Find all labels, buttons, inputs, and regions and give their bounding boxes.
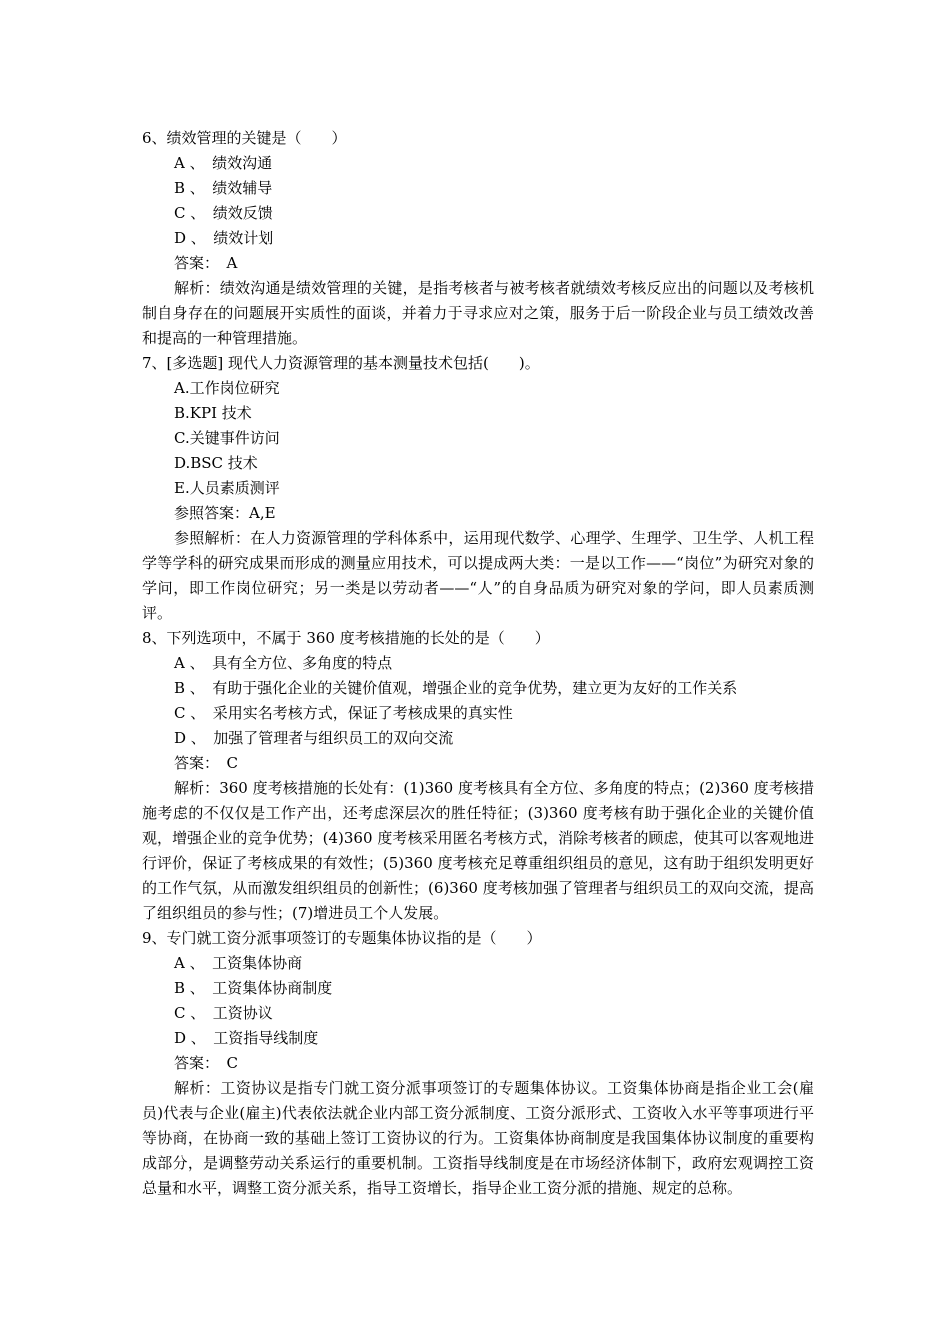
answer: 参照答案：A,E bbox=[174, 504, 276, 522]
option-a: A 、 绩效沟通 bbox=[174, 154, 273, 172]
option-a: A.工作岗位研究 bbox=[174, 379, 280, 397]
question-stem: 7、[多选题] 现代人力资源管理的基本测量技术包括( )。 bbox=[142, 354, 540, 372]
option-c: C 、 绩效反馈 bbox=[174, 204, 273, 222]
option-c: C.关键事件访问 bbox=[174, 429, 280, 447]
analysis: 解析：工资协议是指专门就工资分派事项签订的专题集体协议。工资集体协商是指企业工会(雇员)代表与企业(雇主)代表依法就企业内部工资分派制度、工资分派形式、工资收入水平等事项进行平等协商，在协商一致的基础上签订工资协议的行为。工资集体协商制度是我国集体协议制度的重要构成部分，是调整劳动关系运行的重要机制。工资指导线制度是在市场经济体制下，政府宏观调控工资总量和水平，调整工资分派关系，指导工资增长，指导企业工资分派的措施、规定的总称。 bbox=[142, 1079, 814, 1197]
option-a: A 、 具有全方位、多角度的特点 bbox=[174, 654, 393, 672]
answer: 答案： C bbox=[174, 754, 238, 772]
question-block bbox=[142, 351, 814, 626]
option-b: B 、 工资集体协商制度 bbox=[174, 979, 333, 997]
analysis: 参照解析：在人力资源管理的学科体系中，运用现代数学、心理学、生理学、卫生学、人机工程学等学科的研究成果而形成的测量应用技术，可以提成两大类：一是以工作——“岗位”为研究对象的学问，即工作岗位研究；另一类是以劳动者——“人”的自身品质为研究对象的学问，即人员素质测评。 bbox=[142, 529, 814, 622]
option-b: B 、 绩效辅导 bbox=[174, 179, 273, 197]
question-stem: 9、专门就工资分派事项签订的专题集体协议指的是（ ） bbox=[142, 929, 542, 947]
question-block bbox=[142, 926, 814, 1201]
question-stem: 8、下列选项中，不属于 360 度考核措施的长处的是（ ） bbox=[142, 629, 550, 647]
analysis: 解析：360 度考核措施的长处有：(1)360 度考核具有全方位、多角度的特点；(2)360 度考核措施考虑的不仅仅是工作产出，还考虑深层次的胜任特征；(3)360 度考核有助于强化企业的关键价值观，增强企业的竞争优势；(4)360 度考核采用匿名考核方式，消除考核者的顾虑，使其可以客观地进行评价，保证了考核成果的有效性；(5)360 度考核充足尊重组织组员的意见，这有助于组织发明更好的工作气氛，从而激发组织组员的创新性；(6)360 度考核加强了管理者与组织员工的双向交流，提高了组织组员的参与性；(7)增进员工个人发展。 bbox=[142, 779, 814, 922]
analysis: 解析：绩效沟通是绩效管理的关键，是指考核者与被考核者就绩效考核反应出的问题以及考核机制自身存在的问题展开实质性的面谈，并着力于寻求应对之策，服务于后一阶段企业与员工绩效改善和提高的一种管理措施。 bbox=[142, 279, 814, 347]
option-b: B.KPI 技术 bbox=[174, 404, 252, 422]
question-block bbox=[142, 126, 814, 351]
option-d: D.BSC 技术 bbox=[174, 454, 258, 472]
question-stem: 6、绩效管理的关键是（ ） bbox=[142, 129, 347, 147]
option-e: E.人员素质测评 bbox=[174, 479, 280, 497]
document-content bbox=[142, 126, 814, 1201]
option-d: D 、 加强了管理者与组织员工的双向交流 bbox=[174, 729, 454, 747]
answer: 答案： A bbox=[174, 254, 238, 272]
option-c: C 、 采用实名考核方式，保证了考核成果的真实性 bbox=[174, 704, 513, 722]
option-b: B 、 有助于强化企业的关键价值观，增强企业的竞争优势，建立更为友好的工作关系 bbox=[174, 679, 738, 697]
option-d: D 、 绩效计划 bbox=[174, 229, 274, 247]
option-c: C 、 工资协议 bbox=[174, 1004, 273, 1022]
option-a: A 、 工资集体协商 bbox=[174, 954, 303, 972]
option-d: D 、 工资指导线制度 bbox=[174, 1029, 319, 1047]
answer: 答案： C bbox=[174, 1054, 238, 1072]
question-block bbox=[142, 626, 814, 926]
